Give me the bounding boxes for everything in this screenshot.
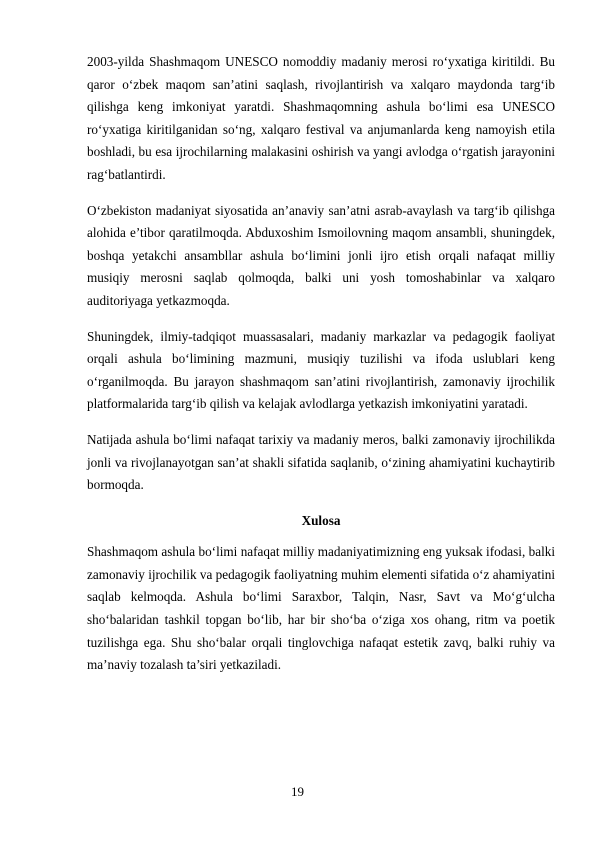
paragraph: 2003-yilda Shashmaqom UNESCO nomoddiy madaniy merosi ro‘yxatiga kiritildi. Bu qaror o‘zbek maqom san’atini saqlash, rivojlantirish va xalqaro maydonda targ‘ib qilishga keng imkoniyat yaratdi. Shashmaqomning ashula bo‘limi esa UNESCO ro‘yxatiga kiritilganidan so‘ng, xalqaro festival va anjumanlarda keng namoyish etila boshladi, bu esa ijrochilarning malakasini oshirish va yangi avlodga o‘rgatish jarayonini rag‘batlantirdi. bbox=[87, 54, 555, 182]
paragraph: O‘zbekiston madaniyat siyosatida an’anaviy san’atni asrab-avaylash va targ‘ib qilishga alohida e’tibor qaratilmoqda. Abduxoshim Ismoilovning maqom ansambli, shuningdek, boshqa yetakchi ansambllar ashula bo‘limini jonli ijro etish orqali nafaqat milliy musiqiy merosni saqlab qolmoqda, balki uni yosh tomoshabinlar va xalqaro auditoriyaga yetkazmoqda. bbox=[87, 202, 555, 308]
paragraph: Natijada ashula bo‘limi nafaqat tarixiy va madaniy meros, balki zamonaviy ijrochilikda jonli va rivojlanayotgan san’at shakli sifatida saqlanib, o‘zining ahamiyatini kuchaytirib bormoqda. bbox=[87, 431, 555, 493]
paragraph: Shuningdek, ilmiy-tadqiqot muassasalari, madaniy markazlar va pedagogik faoliyat orqali ashula bo‘limining mazmuni, musiqiy tuzilishi va ifoda uslublari keng o‘rganilmoqda. Bu jarayon shashmaqom san’atini rivojlantirish, zamonaviy ijrochilik platformalarida targ‘ib qilish va kelajak avlodlarga yetkazish imkoniyatini yaratadi. bbox=[87, 328, 555, 412]
paragraph: Shashmaqom ashula bo‘limi nafaqat milliy madaniyatimizning eng yuksak ifodasi, balki zamonaviy ijrochilik va pedagogik faoliyatning muhim elementi sifatida o‘z ahamiyatini saqlab kelmoqda. Ashula bo‘limi Saraxbor, Talqin, Nasr, Savt va Mo‘g‘ulcha sho‘balaridan tashkil topgan bo‘lib, har bir sho‘ba o‘ziga xos ohang, ritm va poetik tuzilishga ega. Shu sho‘balar orqali tinglovchiga nafaqat estetik zavq, balki ruhiy va ma’naviy tozalash ta’siri yetkaziladi. bbox=[87, 544, 555, 673]
section-heading: Xulosa bbox=[301, 512, 341, 528]
page-number: 19 bbox=[291, 784, 304, 799]
page-body bbox=[87, 51, 555, 690]
